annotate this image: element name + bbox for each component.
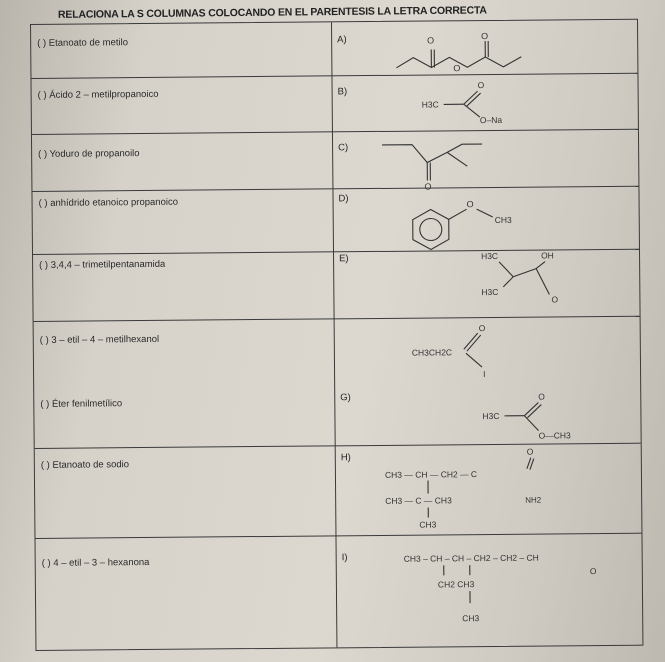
- structure-h: [385, 446, 586, 539]
- svg-text:CH3 – CH – CH – CH2 – CH2 – CH: CH3 – CH – CH – CH2 – CH2 – CH: [403, 552, 539, 564]
- svg-text:O: O: [481, 31, 489, 42]
- option-letter-d: D): [338, 193, 349, 205]
- svg-text:O: O: [526, 446, 534, 457]
- svg-text:CH2 CH3: CH2 CH3: [437, 579, 475, 590]
- svg-text:CH3 — C — CH3: CH3 — C — CH3: [385, 495, 452, 506]
- left-item-4: ( ) anhídrido etanoico propanoico: [38, 196, 179, 209]
- option-letter-e: E): [339, 253, 349, 265]
- worksheet-title: RELACIONA LA S COLUMNAS COLOCANDO EN EL PARENTESIS LA LETRA CORRECTA: [57, 4, 487, 21]
- svg-text:NH2: NH2: [525, 495, 542, 505]
- left-item-3: ( ) Yoduro de propanoilo: [38, 148, 140, 160]
- option-letter-a: A): [337, 34, 347, 46]
- column-divider: [331, 22, 337, 647]
- svg-text:OH: OH: [540, 250, 554, 261]
- svg-text:I: I: [483, 369, 486, 380]
- svg-text:O: O: [551, 294, 559, 305]
- row-divider: [32, 186, 638, 192]
- svg-text:H3C: H3C: [482, 410, 500, 422]
- left-item-5: ( ) 3,4,4 – trimetilpentanamida: [39, 258, 166, 271]
- structure-b: [421, 77, 541, 135]
- row-divider: [31, 73, 637, 79]
- svg-text:CH3: CH3: [462, 613, 480, 624]
- svg-text:O: O: [466, 199, 474, 210]
- left-item-7: ( ) Éter fenilmetílico: [40, 398, 123, 410]
- svg-text:O: O: [453, 63, 461, 74]
- structure-i: [404, 540, 625, 639]
- row-divider: [34, 316, 640, 322]
- svg-text:CH3: CH3: [494, 214, 512, 225]
- svg-text:CH3 — CH — CH2 — C: CH3 — CH — CH2 — C: [384, 469, 478, 480]
- svg-text:O: O: [589, 566, 597, 577]
- svg-text:H3C: H3C: [481, 286, 499, 298]
- left-item-8: ( ) Etanoato de sodio: [40, 459, 130, 471]
- svg-text:O: O: [477, 80, 485, 91]
- left-item-2: ( ) Ácido 2 – metilpropanoico: [37, 88, 159, 101]
- option-letter-b: B): [337, 86, 348, 98]
- option-letter-g: G): [340, 392, 351, 404]
- option-letter-c: C): [338, 142, 349, 154]
- svg-text:CH3CH2C: CH3CH2C: [411, 347, 453, 358]
- structure-e: [481, 246, 592, 316]
- structure-g: [482, 388, 603, 450]
- svg-text:O: O: [427, 35, 435, 46]
- left-item-9: ( ) 4 – etil – 3 – hexanona: [41, 556, 150, 569]
- matching-table: [30, 19, 643, 651]
- svg-text:O: O: [424, 181, 432, 192]
- svg-text:O: O: [478, 323, 486, 334]
- svg-text:H3C: H3C: [480, 250, 499, 262]
- structure-f: [412, 321, 543, 387]
- svg-text:O: O: [538, 391, 545, 402]
- svg-text:O–Na: O–Na: [479, 114, 503, 126]
- svg-text:CH3: CH3: [419, 519, 437, 530]
- svg-text:O—CH3: O—CH3: [538, 430, 571, 441]
- left-item-1: ( ) Etanoato de metilo: [37, 37, 129, 49]
- structure-a: [391, 29, 531, 79]
- left-item-6: ( ) 3 – etil – 4 – metilhexanol: [39, 333, 160, 346]
- option-letter-h: H): [340, 452, 351, 464]
- option-letter-i: I): [341, 552, 348, 564]
- label: H3C: [421, 99, 439, 110]
- structure-c: [372, 134, 513, 196]
- row-divider: [32, 129, 638, 135]
